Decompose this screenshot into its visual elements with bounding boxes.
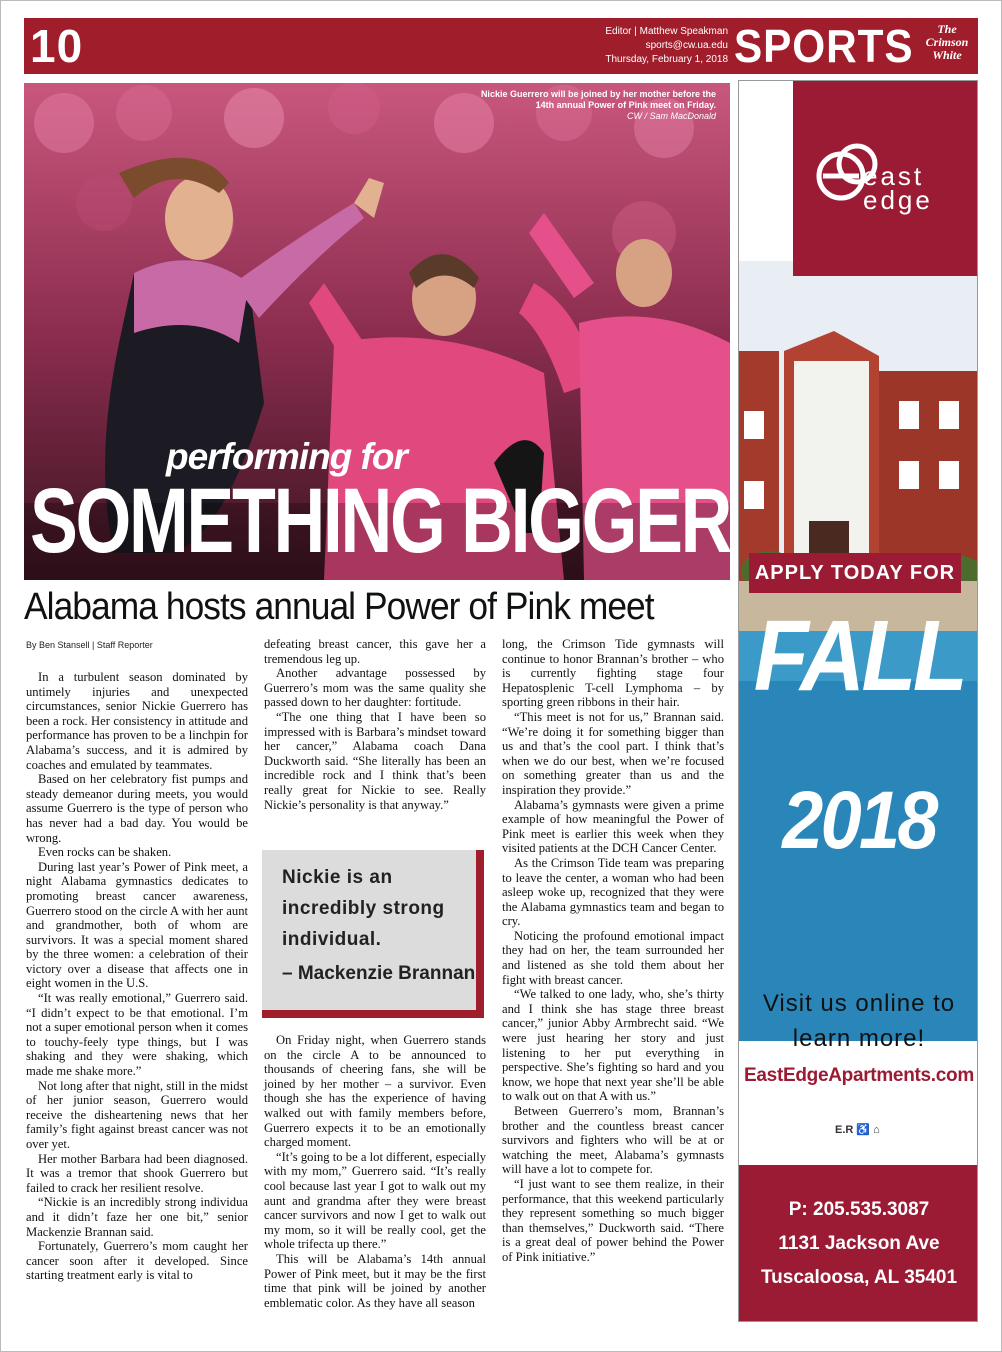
article-column-2: defeating breast cancer, this gave her a tremendous leg up. Another advantage possessed by Guerrero’s mom was the same quality she passed down to her daughter: fortitude. “The one thing that I have been so impressed with is Barbara’s mindset toward her cancer,” Alabama coach Dana Duckworth said. “She literally has been an incredible rock and I think that’s been really great for Nickie to see. Really Nickie’s personality is that anyway.”: [264, 637, 486, 812]
east-edge-advertisement[interactable]: [738, 80, 978, 1322]
page-header: [24, 18, 978, 74]
section-name: SPORTS: [734, 20, 914, 72]
page-number: 10: [30, 20, 84, 72]
photo-credit: CW / Sam MacDonald: [626, 111, 716, 121]
pull-quote: [262, 850, 484, 1018]
pull-quote-attribution: – Mackenzie Brannan: [282, 963, 476, 984]
article-column-2-continued: On Friday night, when Guerrero stands on the circle A to be announced to thousands of cheering fans, she will be joined by her mother – a survivor. Even though she has the experience of having walked out with family members before, Guerrero expects it to be an emotionally charged moment. “It’s going to be a lot different, especially with my mom,” Guerrero said. “It’s really cool because last year I got to walk out my aunt and grandma after they were breast cancer survivors and now I get to walk out my mom, so it will be really cool, get the whole trifecta up there.” This will be Alabama’s 14th annual Power of Pink meet, but it may be the first time that pink will be joined by another emblematic color. As they have all season: [264, 1033, 486, 1310]
pull-quote-text: Nickie is an incredibly strong individual.: [282, 867, 445, 950]
apply-today-banner: APPLY TODAY FOR: [749, 553, 961, 593]
feature-photo: [24, 83, 730, 580]
masthead-logo: The Crimson White: [925, 22, 969, 62]
issue-date: Thursday, February 1, 2018: [605, 54, 728, 65]
ad-website-link[interactable]: EastEdgeApartments.com: [744, 1065, 974, 1086]
ad-contact-block: [739, 1165, 978, 1322]
ad-visit-text: Visit us online to learn more!: [762, 990, 956, 1052]
byline: By Ben Stansell | Staff Reporter: [26, 640, 153, 650]
article-headline: Alabama hosts annual Power of Pink meet: [24, 586, 654, 628]
ad-phone: P: 205.535.3087: [788, 1199, 930, 1220]
article-column-1: In a turbulent season dominated by untimely injuries and unexpected circumstances, senior Nickie Guerrero has been a rock. Her consistency in attitude and performance has proven to be a linchpin for Alabama’s success, and it is admired by coaches and emulated by teammates. Based on her celebratory fist pumps and steady demeanor during meets, you would assume Guerrero is the type of person who has never had a bad day. You would be wrong. Even rocks can be shaken. During last year’s Power of Pink meet, a night Alabama gymnastics dedicates to promoting breast cancer awareness, Guerrero stood on the circle A with her aunt and grandmother, both of whom are survivors. It was a special moment shared by the three women: a celebration of their victory over a disease that affects one in eight women in the U.S. “It was really emotional,” Guerrero said. “I didn’t expect to be that emotional. I’m not a super emotional person when it comes to touchy-feely type things, but I was shaking and they were shaking, which made me shake more.” Not long after that night, still in the midst of her junior season, Guerrero would receive the disheartening news that her family’s fight against breast cancer was not over yet. Her mother Barbara had been diagnosed. It was a tremor that shook Guerrero but failed to crack her resilient resolve. “Nickie is an incredibly strong individua and it didn’t faze her one bit,” senior Mackenzie Brannan said. Fortunately, Guerrero’s mom caught her cancer soon after it developed. Since starting treatment early is vital to: [26, 670, 248, 1283]
headline-kicker: performing for: [166, 436, 407, 477]
section-info: [605, 25, 728, 67]
ad-address: 1131 Jackson Ave: [778, 1233, 940, 1254]
ad-city: Tuscaloosa, AL 35401: [760, 1267, 958, 1288]
ad-brand-edge: edge: [863, 185, 933, 215]
ad-fall-text: FALL: [753, 600, 965, 712]
editor-line: Editor | Matthew Speakman: [605, 26, 728, 37]
ad-year-text: 2018: [782, 775, 936, 866]
feature-title: SOMETHING BIGGER: [30, 470, 730, 572]
ad-brand-east: east: [863, 161, 925, 191]
section-email: sports@cw.ua.edu: [645, 40, 728, 51]
equal-housing-icon: E.R ♿ ⌂: [835, 1124, 880, 1136]
ad-brand-block: [793, 81, 978, 276]
article-column-3: long, the Crimson Tide gymnasts will continue to honor Brannan’s brother – who is currently fighting stage four Hepatosplenic T-cell Lymphoma – by sporting green ribbons in their hair. “This meet is not for us,” Brannan said. “We’re doing it for something bigger than us and that’s the cool part. I think that’s when we do our best, when we’re focused on something greater than us and the inspiration they provide.” Alabama’s gymnasts were given a prime example of how meaningful the Power of Pink meet is earlier this week when they visited patients at the DCH Cancer Center. As the Crimson Tide team was preparing to leave the center, a woman who had been asleep woke up, recognized that they were the Alabama gymnastics team and began to cry. Noticing the profound emotional impact they had on her, the team surrounded her and listened as she told them about her fight with breast cancer. “We talked to one lady, who, she’s thirty and I think she has stage three breast cancer,” junior Abby Armbrecht said. “We were just hearing her story and just listening to her put everything in perspective. She’s fighting so hard and you know, we hope that next year she’ll be able to walk out on that A with us.” Between Guerrero’s mom, Brannan’s brother and the countless breast cancer survivors and fighters who will be at or watching the meet, Alabama’s gymnasts will have a lot to compete for. “I just want to see them realize, in their performance, that this weekend particularly they represent something so much bigger than themselves,” Duckworth said. “There is a great deal of power behind the Power of Pink initiative.”: [502, 637, 724, 1264]
photo-caption: Nickie Guerrero will be joined by her mother before the 14th annual Power of Pink meet on Friday. CW / Sam MacDonald: [466, 89, 716, 122]
